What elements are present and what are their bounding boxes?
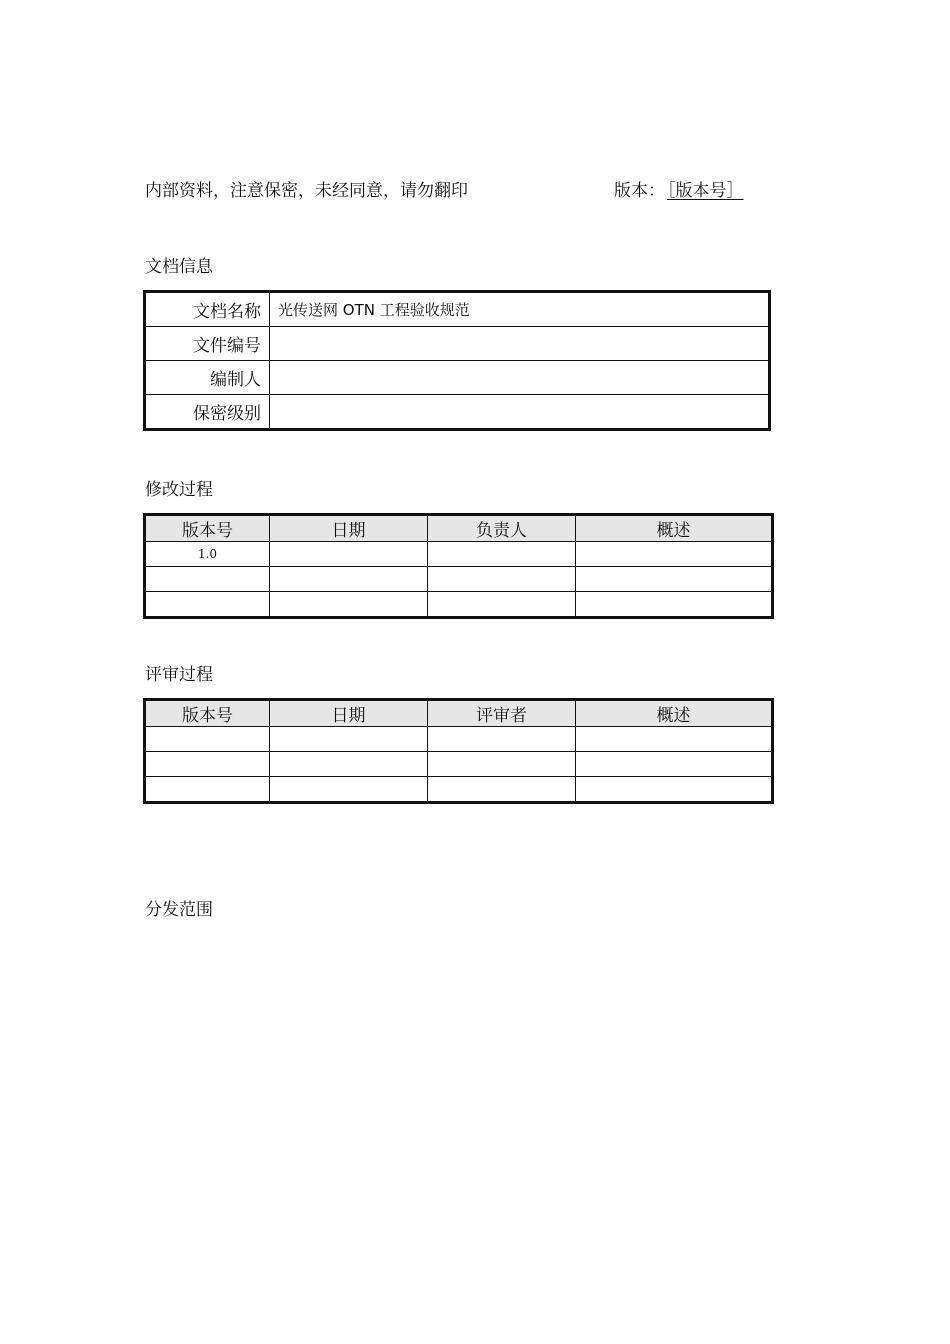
- table-cell: [270, 777, 428, 803]
- author-label: 编制人: [145, 361, 270, 395]
- distribution-title: 分发范围: [145, 900, 213, 920]
- table-row: [145, 752, 773, 777]
- column-header: 版本号: [145, 515, 270, 542]
- review-title: 评审过程: [145, 665, 213, 685]
- version-field: [614, 176, 744, 201]
- table-row: [145, 542, 773, 567]
- confidentiality-notice: 内部资料，注意保密，未经同意，请勿翻印: [145, 181, 468, 201]
- revision-title: 修改过程: [145, 480, 213, 500]
- table-cell: 1.0: [145, 542, 270, 567]
- table-cell: [270, 542, 428, 567]
- revision-table: [143, 513, 774, 619]
- table-row: [145, 395, 770, 430]
- review-table: [143, 698, 774, 804]
- table-row: [145, 327, 770, 361]
- table-header-row: [145, 700, 773, 727]
- table-row: [145, 777, 773, 803]
- table-cell: [576, 752, 773, 777]
- column-header: 日期: [270, 700, 428, 727]
- table-cell: [428, 777, 576, 803]
- table-cell: [428, 592, 576, 618]
- table-row: [145, 292, 770, 327]
- table-cell: [576, 542, 773, 567]
- doc-info-title: 文档信息: [145, 257, 213, 277]
- table-cell: [270, 567, 428, 592]
- table-row: [145, 592, 773, 618]
- file-number-value: [270, 327, 770, 361]
- table-cell: [145, 777, 270, 803]
- doc-name-value: 光传送网 OTN 工程验收规范: [270, 292, 770, 327]
- table-cell: [576, 567, 773, 592]
- table-cell: [428, 567, 576, 592]
- doc-name-label: 文档名称: [145, 292, 270, 327]
- security-level-label: 保密级别: [145, 395, 270, 430]
- table-cell: [270, 727, 428, 752]
- security-level-value: [270, 395, 770, 430]
- table-row: [145, 361, 770, 395]
- document-header: [145, 176, 770, 202]
- file-number-label: 文件编号: [145, 327, 270, 361]
- version-value: ［版本号］: [667, 181, 744, 201]
- table-cell: [428, 727, 576, 752]
- table-cell: [145, 592, 270, 618]
- table-cell: [145, 727, 270, 752]
- table-row: [145, 727, 773, 752]
- column-header: 评审者: [428, 700, 576, 727]
- table-cell: [576, 727, 773, 752]
- table-cell: [576, 592, 773, 618]
- version-label: 版本：: [614, 181, 665, 201]
- column-header: 概述: [576, 700, 773, 727]
- table-cell: [270, 752, 428, 777]
- column-header: 版本号: [145, 700, 270, 727]
- table-cell: [428, 542, 576, 567]
- table-row: [145, 567, 773, 592]
- table-cell: [576, 777, 773, 803]
- column-header: 概述: [576, 515, 773, 542]
- column-header: 负责人: [428, 515, 576, 542]
- table-header-row: [145, 515, 773, 542]
- table-cell: [145, 567, 270, 592]
- doc-info-table: [143, 290, 771, 431]
- table-cell: [428, 752, 576, 777]
- table-cell: [145, 752, 270, 777]
- table-cell: [270, 592, 428, 618]
- author-value: [270, 361, 770, 395]
- column-header: 日期: [270, 515, 428, 542]
